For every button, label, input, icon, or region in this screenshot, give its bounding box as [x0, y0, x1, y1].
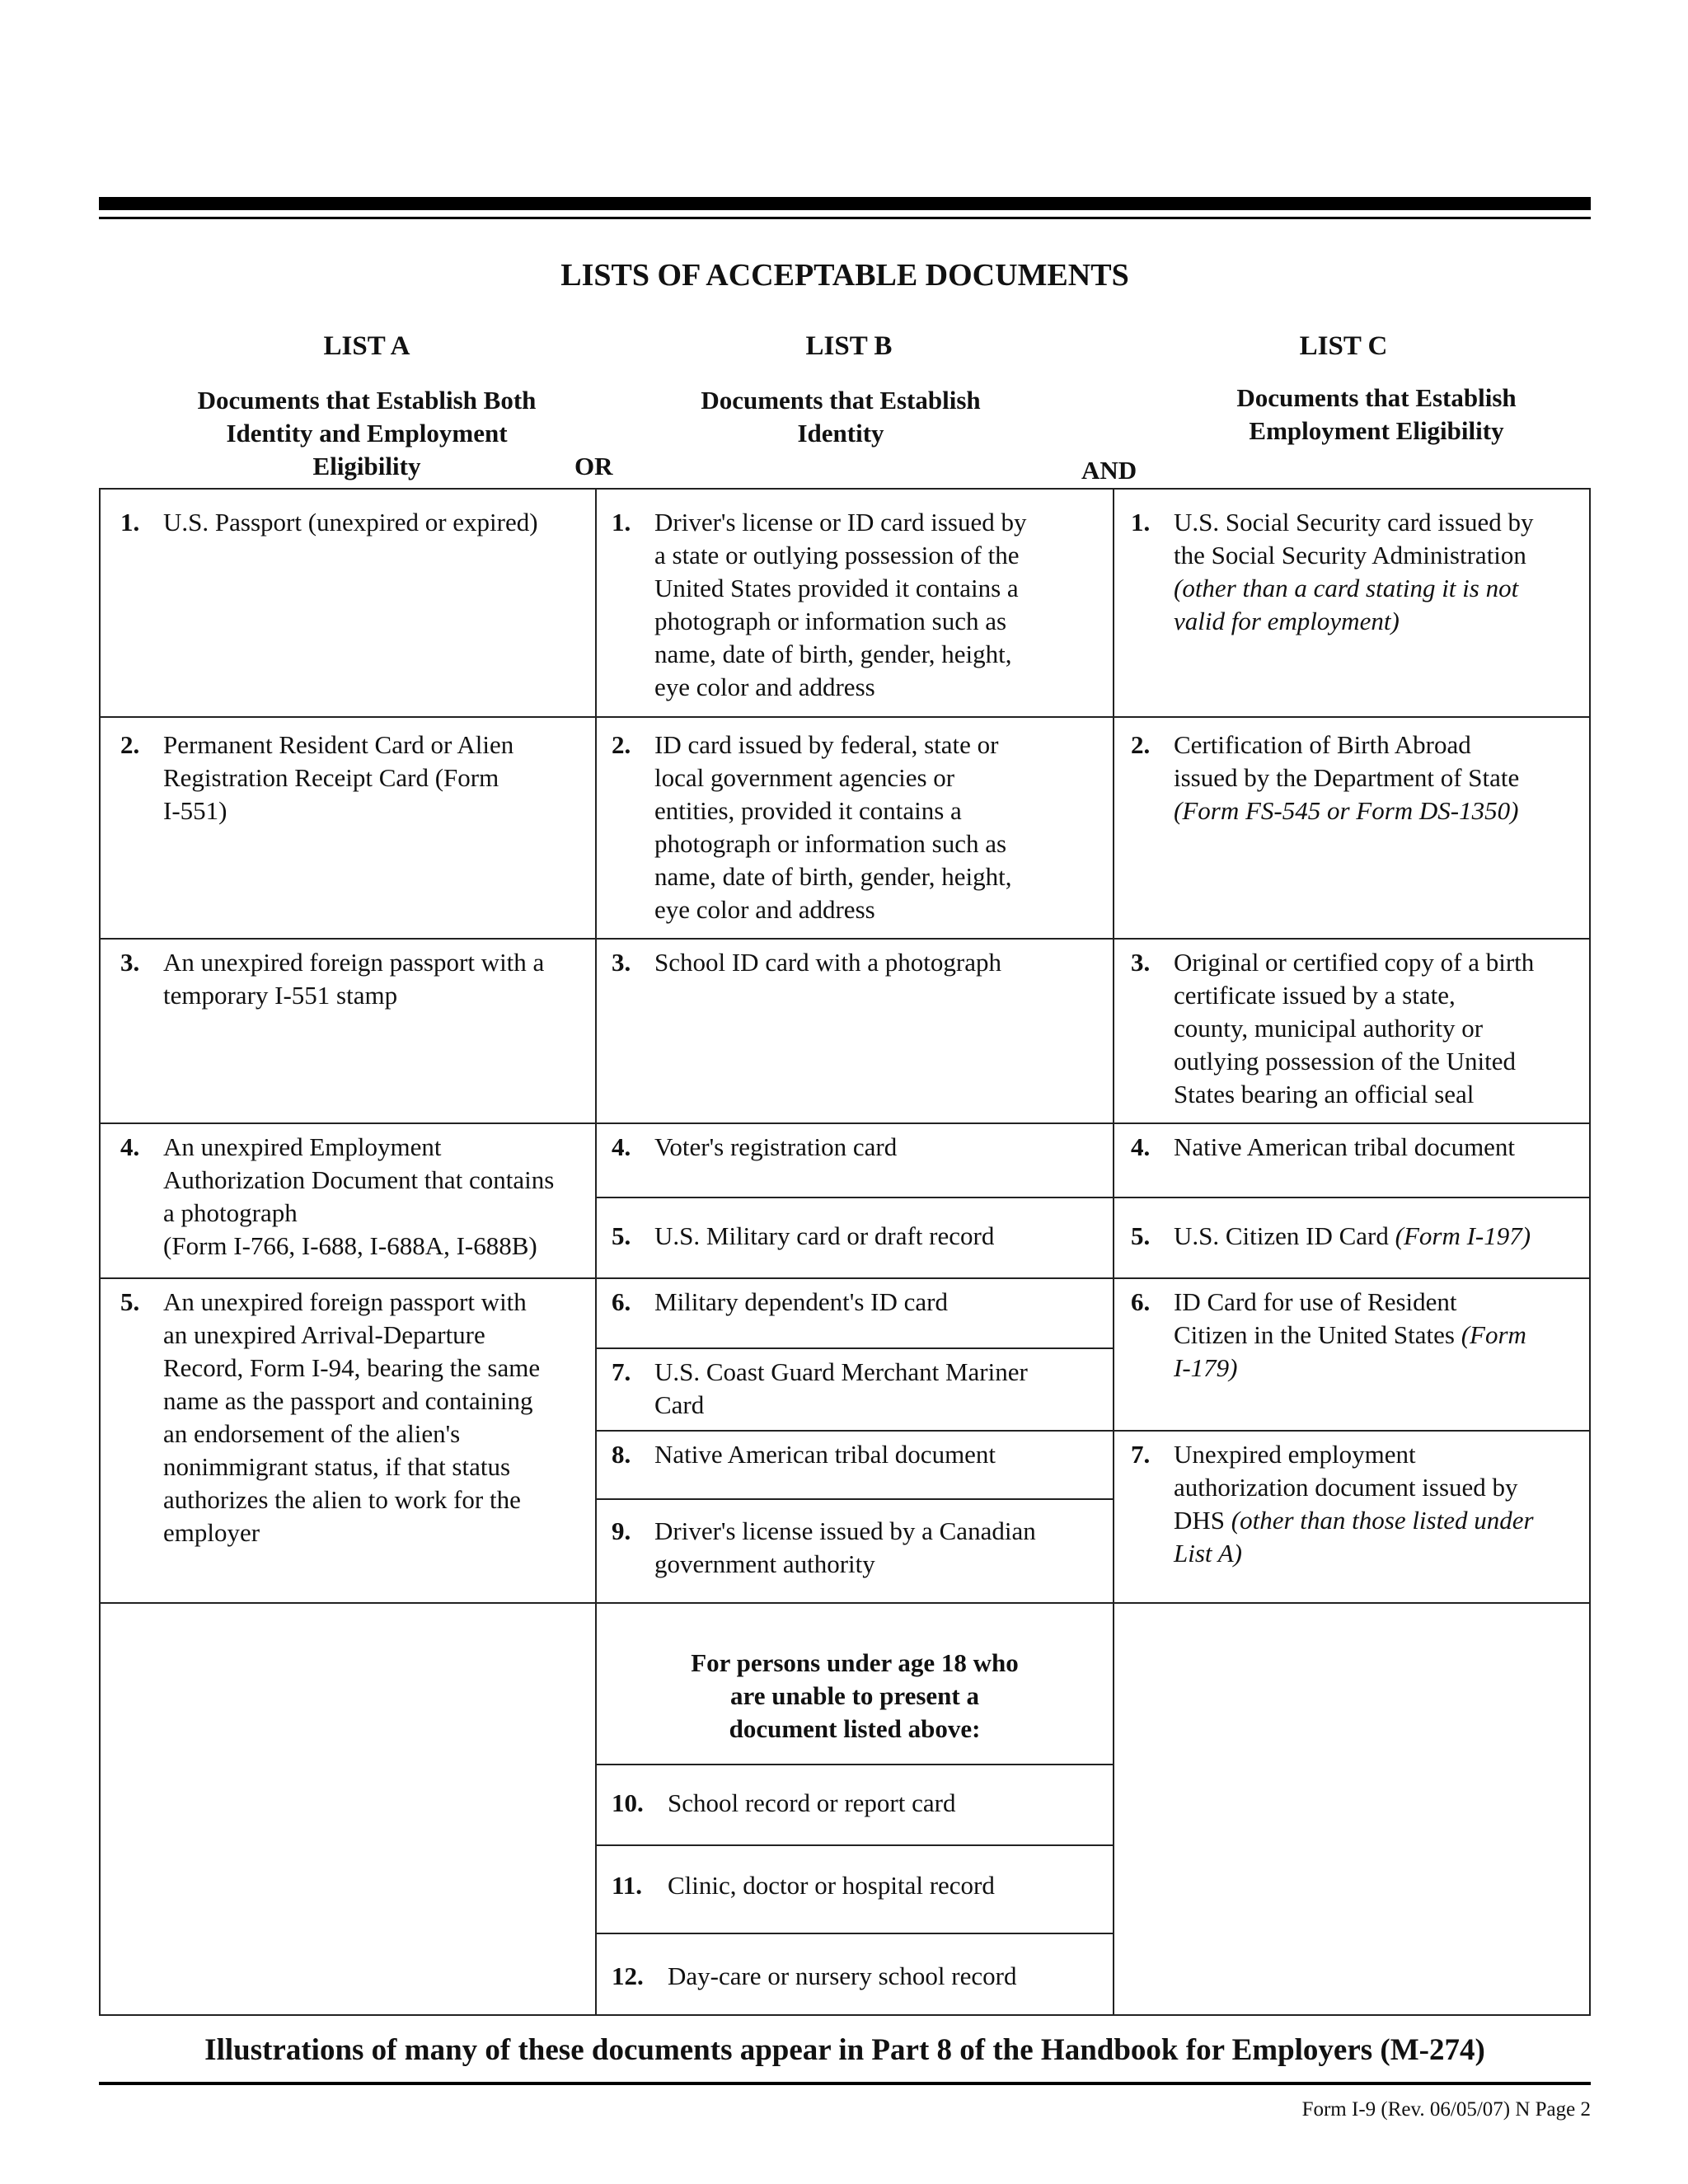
- item-number: 7.: [1131, 1440, 1151, 1469]
- item-text-line: Voter's registration card: [654, 1132, 898, 1161]
- list-a-subtitle: [124, 384, 610, 483]
- item-text-line: An unexpired foreign passport with: [163, 1287, 527, 1316]
- item-italic-text: (Form: [1461, 1320, 1526, 1349]
- item-text-line: Certification of Birth Abroad: [1174, 730, 1471, 759]
- item-text-line: photograph or information such as: [654, 829, 1007, 858]
- item-text-line: Military dependent's ID card: [654, 1287, 948, 1316]
- item-text-line: local government agencies or: [654, 763, 955, 792]
- item-text-line: Native American tribal document: [654, 1440, 996, 1469]
- list-c-subtitle-line: Documents that Establish: [1236, 383, 1517, 412]
- minor-heading-line: are unable to present a: [730, 1681, 979, 1710]
- item-number: 2.: [120, 730, 140, 759]
- item-text: U.S. Citizen ID Card: [1174, 1221, 1395, 1250]
- item-text-line: county, municipal authority or: [1174, 1014, 1484, 1043]
- handbook-note: Illustrations of many of these documents appear in Part 8 of the Handbook for Employers (M-274): [204, 2033, 1485, 2067]
- item-number: 1.: [1131, 508, 1151, 537]
- item-text-line: An unexpired Employment: [163, 1132, 442, 1161]
- list-b-subtitle: [610, 384, 1071, 450]
- item-text-line: an unexpired Arrival-Departure: [163, 1320, 485, 1349]
- item-italic-text: (Form I-197): [1395, 1221, 1531, 1250]
- item-text-line: government authority: [654, 1549, 875, 1578]
- item-text-line: United States provided it contains a: [654, 574, 1019, 602]
- top-thick-rule: [99, 197, 1591, 210]
- item-text-line: eye color and address: [654, 673, 875, 701]
- item-number: 3.: [1131, 948, 1151, 977]
- item-number: 3.: [612, 948, 631, 977]
- item-number: 8.: [612, 1440, 631, 1469]
- item-italic-line: valid for employment): [1174, 607, 1400, 635]
- item-text-line: I-551): [163, 796, 227, 825]
- row-divider: [595, 1498, 1113, 1500]
- item-text: Citizen in the United States: [1174, 1320, 1461, 1349]
- item-number: 5.: [120, 1287, 140, 1316]
- item-text-line: ID Card for use of Resident: [1174, 1287, 1457, 1316]
- form-identifier: Form I-9 (Rev. 06/05/07) N Page 2: [1301, 2098, 1591, 2121]
- item-text-line: Clinic, doctor or hospital record: [668, 1871, 995, 1900]
- minor-heading-line: document listed above:: [729, 1714, 981, 1743]
- item-text-line: a state or outlying possession of the: [654, 541, 1020, 569]
- item-text-line: U.S. Coast Guard Merchant Mariner: [654, 1357, 1028, 1386]
- item-text-line: Authorization Document that contains: [163, 1165, 555, 1194]
- item-italic-line: List A): [1174, 1539, 1242, 1568]
- row-divider: [99, 938, 1591, 940]
- item-text-line: Native American tribal document: [1174, 1132, 1516, 1161]
- item-text-line: Driver's license or ID card issued by: [654, 508, 1027, 537]
- item-text-line: U.S. Military card or draft record: [654, 1221, 995, 1250]
- item-number: 4.: [120, 1132, 140, 1161]
- item-text-line: School record or report card: [668, 1788, 956, 1817]
- item-text-line: U.S. Social Security card issued by: [1174, 508, 1534, 537]
- item-text-line: U.S. Passport (unexpired or expired): [163, 508, 538, 537]
- row-divider: [595, 1933, 1113, 1934]
- item-italic-line: I-179): [1174, 1353, 1238, 1382]
- item-text-line: a photograph: [163, 1198, 298, 1227]
- page-title: LISTS OF ACCEPTABLE DOCUMENTS: [560, 258, 1129, 293]
- item-text-line: (Form I-766, I-688, I-688A, I-688B): [163, 1231, 537, 1260]
- item-text-line: Unexpired employment: [1174, 1440, 1416, 1469]
- item-number: 11.: [612, 1871, 643, 1900]
- list-a-subtitle-line: Identity and Employment: [226, 419, 508, 448]
- item-text-line: an endorsement of the alien's: [163, 1419, 461, 1448]
- row-divider: [99, 1122, 1591, 1124]
- item-text-line: Record, Form I-94, bearing the same: [163, 1353, 541, 1382]
- minor-persons-heading: [597, 1647, 1113, 1746]
- item-text-line: photograph or information such as: [654, 607, 1007, 635]
- item-number: 5.: [612, 1221, 631, 1250]
- item-text-line: name, date of birth, gender, height,: [654, 640, 1012, 668]
- item-text-line: employer: [163, 1518, 260, 1547]
- item-number: 2.: [1131, 730, 1151, 759]
- item-text-line: outlying possession of the United: [1174, 1047, 1517, 1076]
- item-number: 9.: [612, 1516, 631, 1545]
- row-divider: [595, 1430, 1591, 1432]
- or-conjunction: OR: [574, 452, 613, 480]
- item-text-line: Original or certified copy of a birth: [1174, 948, 1535, 977]
- item-text-line: Day-care or nursery school record: [668, 1961, 1017, 1990]
- row-divider: [595, 1764, 1113, 1765]
- item-text-line: States bearing an official seal: [1174, 1080, 1475, 1108]
- item-number: 6.: [612, 1287, 631, 1316]
- item-number: 4.: [612, 1132, 631, 1161]
- item-text-line: name as the passport and containing: [163, 1386, 533, 1415]
- list-a-subtitle-line: Eligibility: [312, 452, 421, 480]
- item-text-line: nonimmigrant status, if that status: [163, 1452, 511, 1481]
- item-text-line: Card: [654, 1390, 705, 1419]
- item-text-line: Registration Receipt Card (Form: [163, 763, 499, 792]
- list-b-title: LIST B: [805, 331, 893, 361]
- row-divider: [595, 1844, 1113, 1846]
- table-border: [99, 488, 1591, 490]
- list-b-subtitle-line: Documents that Establish: [701, 386, 981, 415]
- row-divider: [99, 716, 1591, 718]
- top-thin-rule: [99, 217, 1591, 219]
- item-text-line: ID card issued by federal, state or: [654, 730, 999, 759]
- table-border: [99, 2014, 1591, 2016]
- item-number: 1.: [612, 508, 631, 537]
- list-a-subtitle-line: Documents that Establish Both: [197, 386, 537, 415]
- item-number: 3.: [120, 948, 140, 977]
- documents-table: [99, 488, 1591, 2016]
- minor-heading-line: For persons under age 18 who: [691, 1648, 1019, 1677]
- list-c-subtitle: [1137, 382, 1615, 448]
- item-text-line: Driver's license issued by a Canadian: [654, 1516, 1036, 1545]
- item-number: 2.: [612, 730, 631, 759]
- item-text-line: Permanent Resident Card or Alien: [163, 730, 514, 759]
- item-number: 5.: [1131, 1221, 1151, 1250]
- item-number: 12.: [612, 1961, 644, 1990]
- row-divider: [595, 1197, 1591, 1198]
- list-c-subtitle-line: Employment Eligibility: [1249, 416, 1504, 445]
- row-divider: [99, 1602, 1591, 1604]
- bottom-rule: [99, 2082, 1591, 2085]
- item-text-line: authorization document issued by: [1174, 1473, 1518, 1502]
- item-italic-line: (other than a card stating it is not: [1174, 574, 1519, 602]
- item-text-line: eye color and address: [654, 895, 875, 924]
- item-italic-text: (other than those listed under: [1231, 1506, 1534, 1535]
- item-text-line: School ID card with a photograph: [654, 948, 1001, 977]
- item-text-line: certificate issued by a state,: [1174, 981, 1456, 1010]
- row-divider: [99, 1277, 1591, 1279]
- and-conjunction: AND: [1081, 456, 1137, 485]
- list-b-subtitle-line: Identity: [797, 419, 884, 448]
- item-text-line: the Social Security Administration: [1174, 541, 1526, 569]
- item-number: 6.: [1131, 1287, 1151, 1316]
- item-text-line: An unexpired foreign passport with a: [163, 948, 545, 977]
- item-text-line: temporary I-551 stamp: [163, 981, 398, 1010]
- item-italic-line: (Form FS-545 or Form DS-1350): [1174, 796, 1519, 825]
- list-c-title: LIST C: [1299, 331, 1388, 361]
- item-number: 1.: [120, 508, 140, 537]
- row-divider: [595, 1347, 1113, 1349]
- list-a-title: LIST A: [323, 331, 410, 361]
- item-number: 7.: [612, 1357, 631, 1386]
- item-text-line: entities, provided it contains a: [654, 796, 962, 825]
- item-text: DHS: [1174, 1506, 1231, 1535]
- item-number: 4.: [1131, 1132, 1151, 1161]
- item-number: 10.: [612, 1788, 644, 1817]
- item-text-line: issued by the Department of State: [1174, 763, 1520, 792]
- item-text-line: name, date of birth, gender, height,: [654, 862, 1012, 891]
- item-text-line: authorizes the alien to work for the: [163, 1485, 521, 1514]
